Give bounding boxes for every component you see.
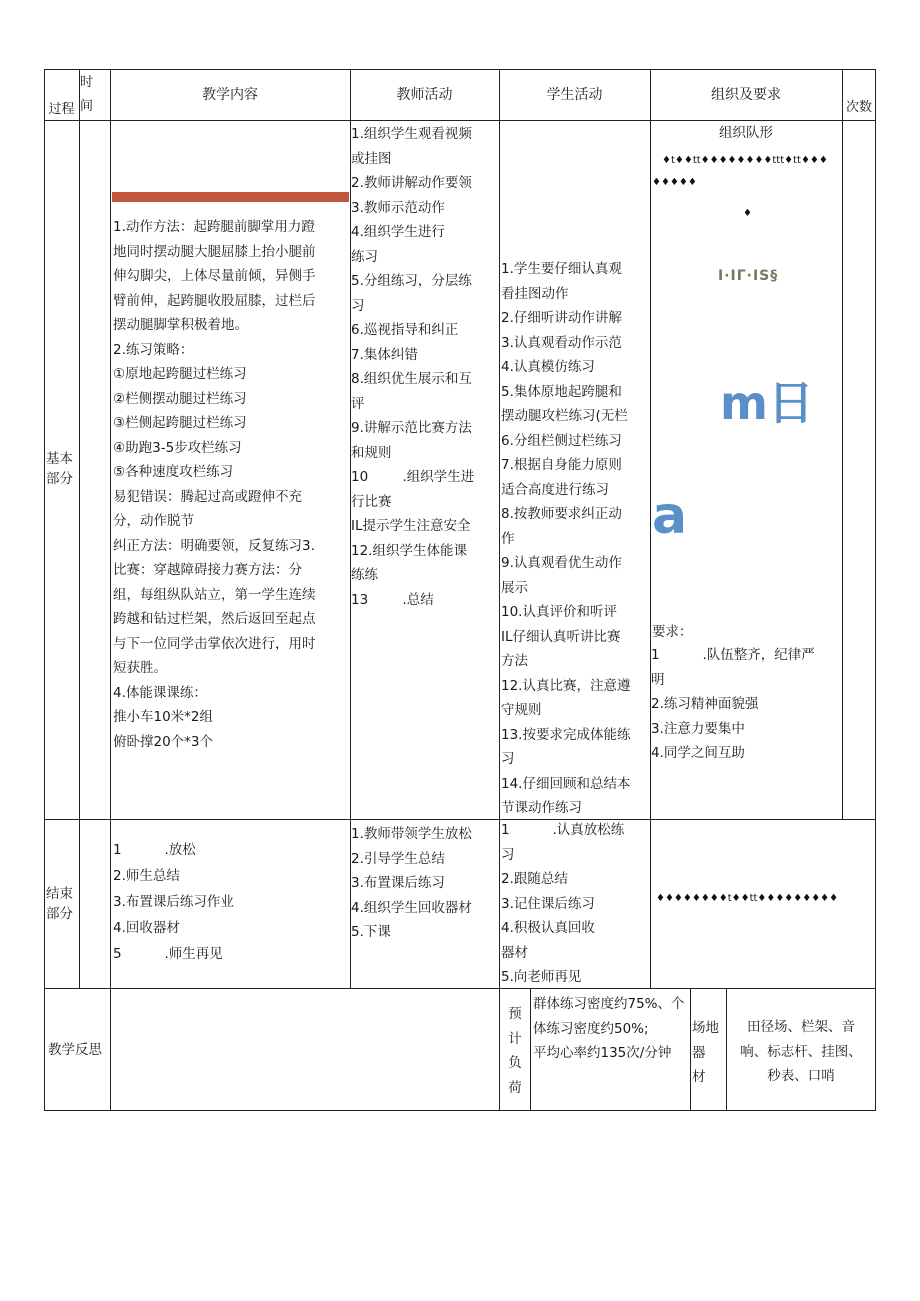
ending-student-line: 4.积极认真回收 <box>501 920 595 936</box>
ending-content-line: 2.师生总结 <box>113 868 180 884</box>
student-activity-line: 展示 <box>501 579 528 596</box>
teacher-activity-line: 或挂图 <box>351 150 392 167</box>
load-label-char3: 负 <box>508 1055 522 1071</box>
ending-teacher-line: 5.下课 <box>351 924 391 940</box>
student-activity-line: IL仔细认真听讲比赛 <box>501 628 621 645</box>
basic-student-list <box>501 257 630 821</box>
basic-teacher-list <box>351 122 474 612</box>
header-count: 次数 <box>845 100 872 115</box>
requirement-line: 2.练习精神面貌强 <box>651 696 759 712</box>
equipment-line2: 响、标志杆、挂图、 <box>740 1043 862 1060</box>
load-line: 体练习密度约50%; <box>533 1020 649 1037</box>
venue-label <box>692 1016 719 1090</box>
ending-teacher-line: 3.布置课后练习 <box>351 875 445 891</box>
student-activity-line: 14.仔细回顾和总结本 <box>501 775 631 792</box>
student-activity-line: 习 <box>501 751 515 767</box>
content-line: 短获胜。 <box>113 660 167 676</box>
venue-label-line2: 器 <box>692 1044 706 1061</box>
teacher-activity-line: 7.集体纠错 <box>351 346 418 363</box>
requirement-line: 1 .队伍整齐，纪律严 <box>651 647 815 663</box>
content-line: 与下一位同学击掌依次进行，用时 <box>113 635 316 652</box>
student-activity-line: 4.认真模仿练习 <box>501 359 595 375</box>
content-line: ②栏侧摆动腿过栏练习 <box>113 390 247 407</box>
content-image-strip <box>112 192 349 202</box>
content-line: 推小车10米*2组 <box>113 709 214 725</box>
ending-label-line1: 结束 <box>46 886 73 902</box>
ending-student-list <box>501 818 624 990</box>
teacher-activity-line: 练习 <box>351 248 378 265</box>
content-line: 臂前伸，起跨腿收股屈膝，过栏后 <box>113 292 316 309</box>
requirement-line: 3.注意力要集中 <box>651 720 745 737</box>
content-line: ③栏侧起跨腿过栏练习 <box>113 415 247 431</box>
requirement-line: 明 <box>651 671 665 688</box>
teacher-activity-line: 练练 <box>351 567 378 583</box>
ending-label <box>46 884 73 924</box>
formation-diamond-single: ♦ <box>743 208 752 219</box>
student-activity-line: 8.按教师要求纠正动 <box>501 506 622 522</box>
student-activity-line: 3.认真观看动作示范 <box>501 334 622 351</box>
student-activity-line: 5.集体原地起跨腿和 <box>501 383 622 400</box>
ending-student-line: 习 <box>501 846 515 863</box>
student-activity-line: 6.分组栏侧过栏练习 <box>501 432 622 449</box>
teacher-activity-line: 8.组织优生展示和互 <box>351 371 472 387</box>
ending-label-line2: 部分 <box>46 906 73 922</box>
org-title: 组织队形 <box>719 125 773 141</box>
formation-graphic-a: a <box>652 486 688 546</box>
formation-diamonds-row2: ♦♦♦♦♦ <box>652 177 697 188</box>
content-line: 摆动腿脚掌积极着地。 <box>113 317 248 333</box>
header-content: 教学内容 <box>202 87 258 103</box>
basic-label-line2: 部分 <box>46 471 73 487</box>
student-activity-line: 适合高度进行练习 <box>501 481 609 498</box>
requirements-list <box>651 643 815 766</box>
teacher-activity-line: IL提示学生注意安全 <box>351 518 471 534</box>
ending-formation-diamonds: ♦♦♦♦♦♦♦♦t♦♦tt♦♦♦♦♦♦♦♦♦ <box>656 893 839 904</box>
ending-student-line: 器材 <box>501 944 528 961</box>
requirement-line: 4.同学之间互助 <box>651 745 745 761</box>
equipment-line1: 田径场、栏架、音 <box>747 1019 855 1035</box>
venue-label-line1: 场地 <box>692 1020 719 1036</box>
ending-student-line: 2.跟随总结 <box>501 871 568 887</box>
header-time <box>80 74 93 116</box>
ending-teacher-line: 1.教师带领学生放松 <box>351 826 472 842</box>
content-line: ①原地起跨腿过栏练习 <box>113 366 247 382</box>
ending-student-line: 3.记住课后练习 <box>501 895 595 912</box>
student-activity-line: 摆动腿攻栏练习(无栏 <box>501 408 628 424</box>
ending-teacher-line: 4.组织学生回收器材 <box>351 899 472 916</box>
student-activity-line: 10.认真评价和听评 <box>501 604 617 620</box>
ending-student-line: 1 .认真放松练 <box>501 822 625 838</box>
teacher-activity-line: 13 .总结 <box>351 591 434 608</box>
reflection-label: 教学反思 <box>48 1042 102 1058</box>
student-activity-line: 7.根据自身能力原则 <box>501 457 622 473</box>
teacher-activity-line: 9.讲解示范比赛方法 <box>351 420 472 436</box>
ending-teacher-list <box>351 822 472 945</box>
teacher-activity-line: 习 <box>351 297 365 314</box>
content-line: 2.练习策略： <box>113 341 194 358</box>
load-label-char2: 计 <box>508 1030 522 1047</box>
formation-graphic-m: m日 <box>720 376 814 430</box>
header-time-line1: 时 <box>80 75 94 90</box>
content-line: 易犯错误：腾起过高或蹬伸不充 <box>113 488 302 505</box>
ending-content-line: 5 .师生再见 <box>113 946 223 962</box>
load-label <box>501 1002 529 1100</box>
student-activity-line: 节课动作练习 <box>501 800 582 816</box>
content-line: 伸勾脚尖，上体尽量前倾，异侧手 <box>113 268 316 284</box>
content-line: 比赛：穿越障碍接力赛方法：分 <box>113 562 302 578</box>
teacher-activity-line: 行比赛 <box>351 493 392 510</box>
content-line: 组，每组纵队站立，第一学生连续 <box>113 586 316 603</box>
teacher-activity-line: 12.组织学生体能课 <box>351 542 467 559</box>
content-line: 分，动作脱节 <box>113 513 194 529</box>
student-activity-line: 守规则 <box>501 702 542 718</box>
ending-student-line: 5.向老师再见 <box>501 969 582 985</box>
equipment-list <box>727 1015 875 1089</box>
requirements-title: 要求： <box>652 624 693 640</box>
load-label-char1: 预 <box>508 1006 522 1022</box>
teacher-activity-line: 10 .组织学生进 <box>351 469 475 485</box>
load-description <box>533 992 685 1066</box>
student-activity-line: 2.仔细听讲动作讲解 <box>501 310 622 326</box>
header-organization: 组织及要求 <box>711 87 781 103</box>
header-time-line2: 间 <box>80 99 94 114</box>
teacher-activity-line: 4.组织学生进行 <box>351 224 445 240</box>
ending-content-line: 3.布置课后练习作业 <box>113 894 234 910</box>
student-activity-line: 12.认真比赛，注意遵 <box>501 677 631 694</box>
student-activity-line: 看挂图动作 <box>501 285 569 302</box>
formation-symbol: I·IΓ·IS§ <box>718 268 779 284</box>
load-line: 群体练习密度约75%、个 <box>533 996 685 1012</box>
content-line: 纠正方法：明确要领，反复练习3. <box>113 537 315 554</box>
content-line: ⑤各种速度攻栏练习 <box>113 464 234 480</box>
content-line: 4.体能课课练： <box>113 684 207 701</box>
teacher-activity-line: 评 <box>351 395 365 412</box>
content-line: 1.动作方法：起跨腿前脚掌用力蹬 <box>113 219 315 235</box>
content-line: 地同时摆动腿大腿屈膝上抬小腿前 <box>113 243 316 260</box>
header-process: 过程 <box>48 102 75 117</box>
content-line: ④助跑3-5步攻栏练习 <box>113 439 242 456</box>
header-teacher: 教师活动 <box>396 87 453 103</box>
basic-label <box>46 449 73 489</box>
venue-label-line3: 材 <box>692 1069 706 1085</box>
teacher-activity-line: 6.巡视指导和纠正 <box>351 322 459 338</box>
content-line: 俯卧撑20个*3个 <box>113 733 214 750</box>
ending-content-line: 4.回收器材 <box>113 920 180 936</box>
ending-content-list <box>113 837 234 967</box>
basic-content-list <box>113 215 316 754</box>
ending-teacher-line: 2.引导学生总结 <box>351 850 445 867</box>
teacher-activity-line: 和规则 <box>351 444 392 461</box>
teacher-activity-line: 1.组织学生观看视频 <box>351 126 472 142</box>
load-line: 平均心率约135次/分钟 <box>533 1045 672 1061</box>
teacher-activity-line: 2.教师讲解动作要领 <box>351 175 472 191</box>
student-activity-line: 13.按要求完成体能练 <box>501 726 631 743</box>
basic-label-line1: 基本 <box>46 451 73 467</box>
student-activity-line: 作 <box>501 530 515 547</box>
ending-content-line: 1 .放松 <box>113 842 196 858</box>
header-student: 学生活动 <box>546 87 603 103</box>
load-label-char4: 荷 <box>508 1079 522 1096</box>
content-line: 跨越和钻过栏架，然后返回至起点 <box>113 611 316 627</box>
teacher-activity-line: 5.分组练习，分层练 <box>351 273 472 289</box>
student-activity-line: 9.认真观看优生动作 <box>501 555 622 571</box>
student-activity-line: 方法 <box>501 653 528 669</box>
teacher-activity-line: 3.教师示范动作 <box>351 199 445 216</box>
formation-diamonds-row1: ♦t♦♦tt♦♦♦♦♦♦♦♦ttt♦tt♦♦♦ <box>662 155 828 166</box>
student-activity-line: 1.学生要仔细认真观 <box>501 261 622 277</box>
equipment-line3: 秒表、口哨 <box>767 1068 835 1084</box>
